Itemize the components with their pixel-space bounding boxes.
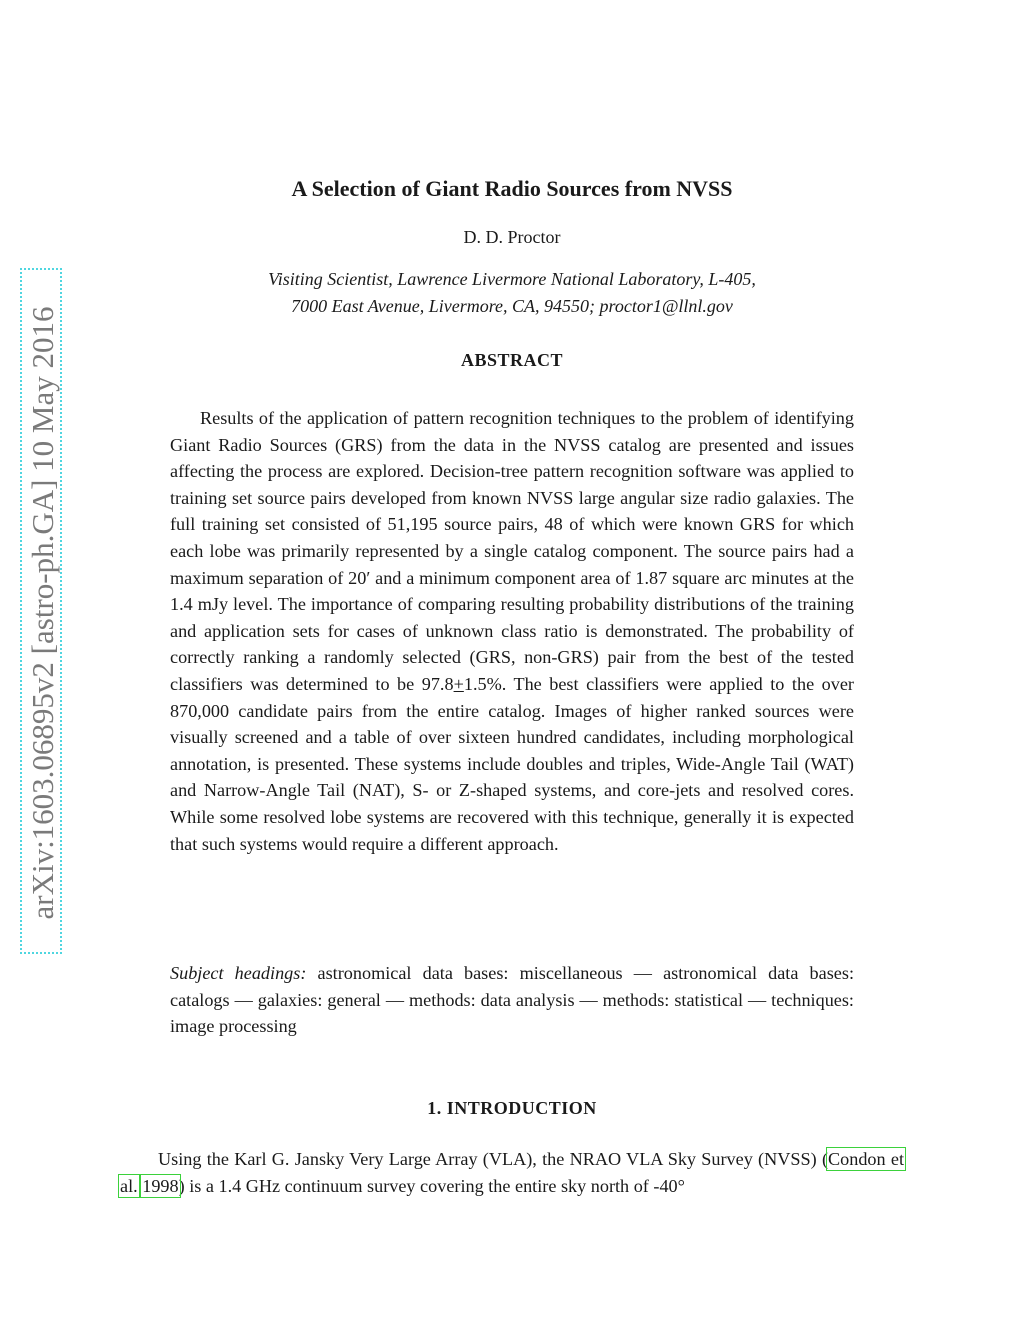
subject-headings-text: astronomical data bases: miscellaneous — astronomical data bases: catalogs — galaxies: general — methods: data analysis — methods: statistical — techniques: image processing [170, 963, 855, 1037]
abstract-text-part-2: 1.5%. The best classifiers were applied to the over 870,000 candidate pairs from the entire catalog. Images of higher ranked sources were visually screened and a table of over sixteen hundred candidates, including morphological annotation, is presented. These systems include doubles and triples, Wide-Angle Tail (WAT) and Narrow-Angle Tail (NAT), S- or Z-shaped systems, and core-jets and resolved cores. While some resolved lobe systems are recovered with this technique, generally it is expected that such systems would require a different approach. [170, 673, 854, 854]
author-name: D. D. Proctor [463, 227, 561, 247]
intro-text-before: Using the Karl G. Jansky Very Large Array (VLA), the NRAO VLA Sky Survey (NVSS) ( [158, 1149, 828, 1169]
author-affiliation [170, 266, 854, 320]
subject-headings-label: Subject headings: [170, 963, 307, 983]
section-heading-introduction: 1. INTRODUCTION [427, 1098, 597, 1118]
citation-link-year[interactable]: 1998 [142, 1175, 179, 1196]
intro-text-after: ) is a 1.4 GHz continuum survey covering the entire sky north of -40° [178, 1175, 685, 1196]
subject-headings [170, 960, 854, 1040]
introduction-paragraph [120, 1146, 904, 1199]
affiliation-line-2: 7000 East Avenue, Livermore, CA, 94550; proctor1@llnl.gov [291, 296, 733, 316]
abstract-text-part-1: Results of the application of pattern recognition techniques to the problem of identifying Giant Radio Sources (GRS) from the data in the NVSS catalog are presented and issues affecting the process are explored. Decision-tree pattern recognition software was applied to training set source pairs developed from known NVSS large angular size radio galaxies. The full training set consisted of 51,195 source pairs, 48 of which were known GRS for which each lobe was primarily represented by a single catalog component. The source pairs had a maximum separation of 20′ and a minimum component area of 1.87 square arc minutes at the 1.4 mJy level. The importance of comparing resulting probability distributions of the training and application sets for cases of unknown class ratio is demonstrated. The probability of correctly ranking a randomly selected (GRS, non-GRS) pair from the best of the tested classifiers was determined to be 97.8 [170, 408, 854, 694]
affiliation-line-1: Visiting Scientist, Lawrence Livermore National Laboratory, L-405, [268, 269, 756, 289]
paper-title: A Selection of Giant Radio Sources from NVSS [291, 176, 733, 201]
arxiv-identifier-stamp[interactable] [20, 268, 62, 954]
arxiv-identifier-text: arXiv:1603.06895v2 [astro-ph.GA] 10 May 2016 [25, 306, 60, 920]
plus-minus-symbol: + [453, 673, 464, 694]
citation-link-author[interactable]: Condon et al. [120, 1149, 904, 1196]
abstract-text [170, 405, 854, 857]
abstract-heading: ABSTRACT [460, 350, 564, 370]
